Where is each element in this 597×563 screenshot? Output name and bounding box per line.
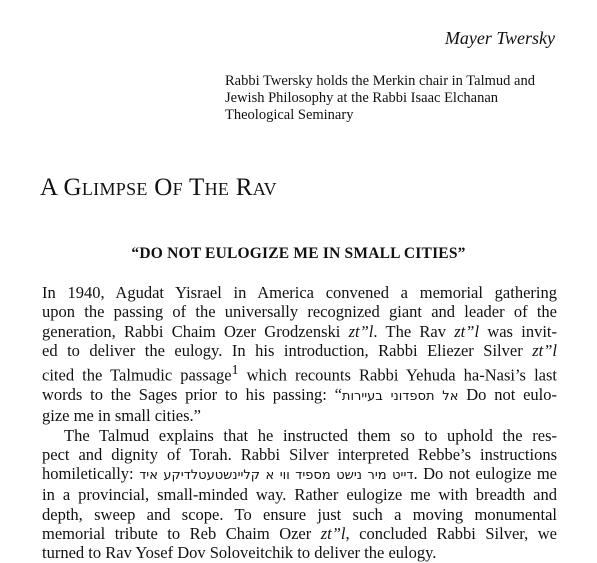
body-line: pect and dignity of Torah. Rabbi Silver interpreted Rebbe’s instructions bbox=[42, 444, 557, 464]
footnote-marker[interactable]: 1 bbox=[231, 362, 239, 378]
yiddish-quote: דייט מיר נישט מספיד ווי א קליינשטעטלדיקע איד bbox=[139, 468, 414, 484]
hebrew-quote: אל תספדוני בעיירות bbox=[341, 388, 459, 404]
text-run: . Do not eulogize me bbox=[413, 464, 558, 484]
honorific: zt”l bbox=[348, 321, 374, 341]
text-run: generation, Rabbi Chaim Ozer Grodzenski bbox=[42, 321, 349, 341]
body-line: in a provincial, small-minded way. Rather eulogize me with breadth and bbox=[42, 485, 557, 505]
text-run: cited the Talmudic passage bbox=[42, 365, 232, 385]
text-run: ed to deliver the eulogy. In his introduction, Rabbi Eliezer Silver bbox=[42, 340, 533, 360]
text-run: Do not eulo- bbox=[458, 384, 557, 404]
body-line bbox=[42, 524, 557, 543]
text-run: was invit- bbox=[479, 321, 557, 341]
body-line: The Talmud explains that he instructed them so to uphold the res- bbox=[64, 425, 557, 445]
text-run: . The Rav bbox=[373, 321, 455, 341]
body-line: gize me in small cities.” bbox=[42, 406, 201, 426]
text-run: words to the Sages prior to his passing: “ bbox=[42, 384, 342, 404]
honorific: zt”l bbox=[454, 321, 480, 341]
article-title: A Glimpse Of The Rav bbox=[40, 174, 277, 201]
section-heading: “DO NOT EULOGIZE ME IN SMALL CITIES” bbox=[131, 245, 466, 262]
text-run: which recounts Rabbi Yehuda ha-Nasi’s last bbox=[238, 365, 557, 385]
article-body bbox=[42, 283, 557, 563]
text-run: memorial tribute to Reb Chaim Ozer bbox=[42, 524, 321, 544]
author-affiliation: Rabbi Twersky holds the Merkin chair in Talmud and Jewish Philosophy at the Rabbi Isaac Elchanan Theological Seminary bbox=[225, 73, 535, 123]
honorific: zt”l bbox=[532, 340, 557, 360]
body-line: turned to Rav Yosef Dov Soloveitchik to deliver the eulogy. bbox=[42, 543, 437, 563]
body-line: In 1940, Agudat Yisrael in America convened a memorial gathering bbox=[42, 283, 557, 302]
body-line bbox=[42, 464, 557, 485]
honorific: zt”l bbox=[320, 524, 346, 544]
text-run: , concluded Rabbi Silver, we bbox=[345, 524, 557, 544]
body-line bbox=[42, 360, 557, 385]
body-line bbox=[42, 385, 557, 406]
body-line: depth, sweep and scope. To ensure just such a moving monumental bbox=[42, 504, 557, 524]
body-line bbox=[42, 341, 557, 360]
body-line bbox=[42, 322, 557, 341]
text-run: homiletically: bbox=[42, 464, 140, 484]
body-line: upon the passing of the universally recognized giant and leader of the bbox=[42, 302, 557, 322]
author-name: Mayer Twersky bbox=[444, 28, 555, 48]
